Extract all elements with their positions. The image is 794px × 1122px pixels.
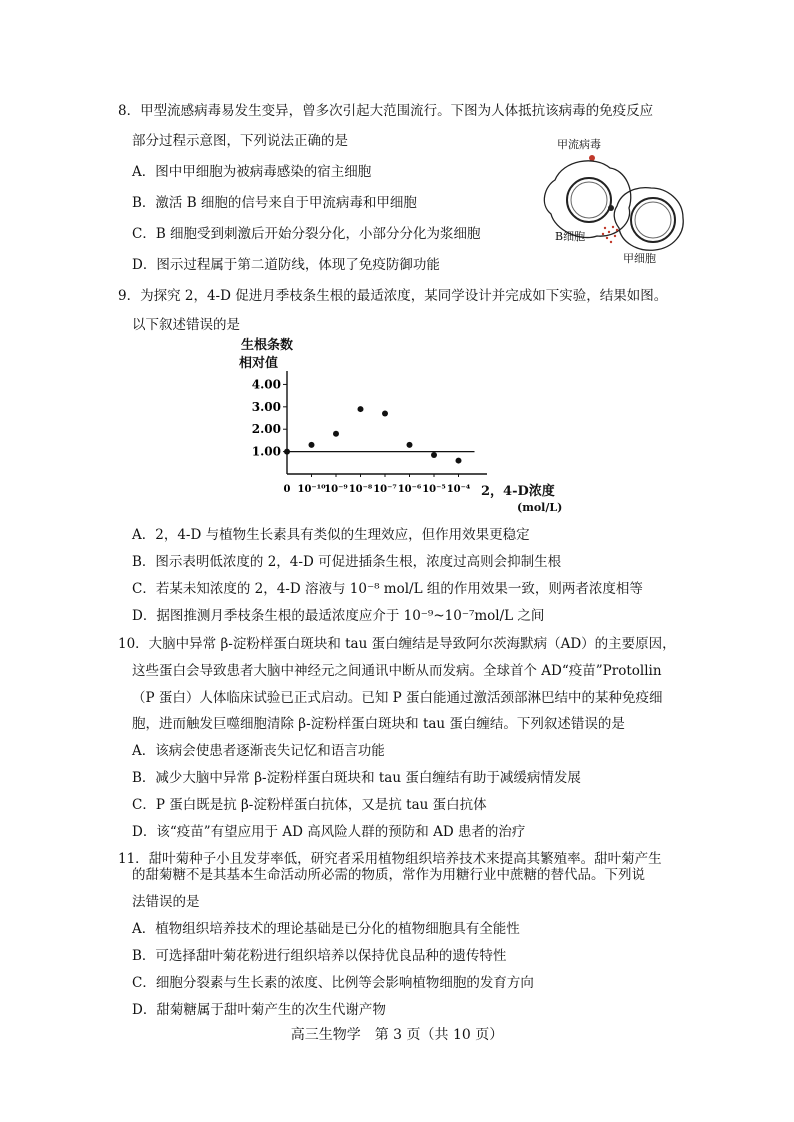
jia-cell-nucleus <box>631 198 675 242</box>
q9-option-c: C．若某未知浓度的 2，4-D 溶液与 10⁻⁸ mol/L 组的作用效果一致，则两者浓度相等 <box>132 581 643 597</box>
q10-option-d: D．该“疫苗”有望应用于 AD 高风险人群的预防和 AD 患者的治疗 <box>132 824 526 840</box>
q9-option-d: D．据图推测月季枝条生根的最适浓度应介于 10⁻⁹~10⁻⁷mol/L 之间 <box>132 608 545 624</box>
x-tick-label: 10⁻⁷ <box>373 484 397 495</box>
x-tick-label: 10⁻⁶ <box>397 484 422 495</box>
q10-stem-line1: 10．大脑中异常 β-淀粉样蛋白斑块和 tau 蛋白缠结是导致阿尔茨海默病（AD）的主要原因， <box>118 636 676 652</box>
q9-stem-line2: 以下叙述错误的是 <box>132 317 240 333</box>
y-tick-label: 3.00 <box>251 399 281 414</box>
q10-option-b: B．减少大脑中异常 β-淀粉样蛋白斑块和 tau 蛋白缠结有助于减缓病情发展 <box>132 770 581 786</box>
q10-stem-line3: （P 蛋白）人体临床试验已正式启动。已知 P 蛋白能通过激活颈部淋巴结中的某种免疫细 <box>132 690 663 706</box>
rooting-chart <box>225 333 585 518</box>
q8-stem-line2: 部分过程示意图，下列说法正确的是 <box>132 133 348 149</box>
q9-stem-line1: 9．为探究 2，4-D 促进月季枝条生根的最适浓度，某同学设计并完成如下实验，结果如图。 <box>118 288 668 304</box>
b-cell-nucleus <box>567 178 611 222</box>
x-tick-label: 0 <box>283 484 291 495</box>
q8-option-a: A．图中甲细胞为被病毒感染的宿主细胞 <box>132 164 372 180</box>
q11-stem-line1: 11．甜叶菊种子小且发芽率低，研究者采用植物组织培养技术来提高其繁殖率。甜叶菊产生 <box>118 851 662 867</box>
page-footer: 高三生物学 第 3 页（共 10 页） <box>290 1027 504 1043</box>
x-tick-label: 10⁻¹⁰ <box>297 484 326 495</box>
y-tick-label: 4.00 <box>251 377 281 392</box>
q10-option-a: A．该病会使患者逐渐丧失记忆和语言功能 <box>132 743 385 759</box>
q10-stem-line2: 这些蛋白会导致患者大脑中神经元之间通讯中断从而发病。全球首个 AD“疫苗”Protollin <box>132 663 662 679</box>
q11-option-d: D．甜菊糖属于甜叶菊产生的次生代谢产物 <box>132 1002 386 1018</box>
chart-ylabel-line1: 生根条数 <box>241 338 294 353</box>
b-cell-nucleus-inner <box>571 182 607 218</box>
x-tick-label: 10⁻⁵ <box>422 484 446 495</box>
data-point <box>431 452 437 458</box>
virus-icon <box>589 155 595 161</box>
q10-option-c: C．P 蛋白既是抗 β-淀粉样蛋白抗体，又是抗 tau 蛋白抗体 <box>132 797 487 813</box>
jia-cell-label: 甲细胞 <box>623 252 656 265</box>
q9-option-b: B．图示表明低浓度的 2，4-D 可促进插条生根，浓度过高则会抑制生根 <box>132 554 562 570</box>
data-point <box>358 406 364 412</box>
chart-xlabel-line2: (mol/L) <box>517 501 563 514</box>
data-point <box>456 458 462 464</box>
q11-option-c: C．细胞分裂素与生长素的浓度、比例等会影响植物细胞的发育方向 <box>132 975 534 991</box>
q8-option-b: B．激活 B 细胞的信号来自于甲流病毒和甲细胞 <box>132 195 417 211</box>
data-point <box>333 431 339 437</box>
q8-option-c: C．B 细胞受到刺激后开始分裂分化，小部分分化为浆细胞 <box>132 226 481 242</box>
data-point <box>309 442 315 448</box>
chart-xlabel-line1: 2，4-D浓度 <box>481 484 555 499</box>
q8-option-d: D．图示过程属于第二道防线，体现了免疫防御功能 <box>132 257 440 273</box>
q11-option-b: B．可选择甜叶菊花粉进行组织培养以保持优良品种的遗传特性 <box>132 948 507 964</box>
y-tick-label: 1.00 <box>251 444 281 459</box>
data-point <box>382 411 388 417</box>
contact-point <box>608 205 614 211</box>
x-tick-label: 10⁻⁸ <box>348 484 373 495</box>
y-tick-label: 2.00 <box>251 422 281 437</box>
jia-cell-nucleus-inner <box>635 202 671 238</box>
q11-option-a: A．植物组织培养技术的理论基础是已分化的植物细胞具有全能性 <box>132 921 520 937</box>
q11-stem-line3: 法错误的是 <box>132 894 200 910</box>
virus-label: 甲流病毒 <box>557 138 601 151</box>
immune-diagram <box>525 130 705 270</box>
q9-option-a: A．2，4-D 与植物生长素具有类似的生理效应，但作用效果更稳定 <box>132 527 530 543</box>
q10-stem-line4: 胞，进而触发巨噬细胞清除 β-淀粉样蛋白斑块和 tau 蛋白缠结。下列叙述错误的是 <box>132 716 625 732</box>
data-point <box>407 442 413 448</box>
data-point <box>284 449 290 455</box>
chart-ylabel-line2: 相对值 <box>239 356 279 371</box>
q11-stem-line2: 的甜菊糖不是其基本生命活动所必需的物质，常作为用糖行业中蔗糖的替代品。下列说 <box>132 867 645 883</box>
q8-stem-line1: 8．甲型流感病毒易发生变异，曾多次引起大范围流行。下图为人体抵抗该病毒的免疫反应 <box>118 103 654 119</box>
b-cell-label: B细胞 <box>555 230 586 243</box>
x-tick-label: 10⁻⁹ <box>324 484 348 495</box>
x-tick-label: 10⁻⁴ <box>446 484 471 495</box>
